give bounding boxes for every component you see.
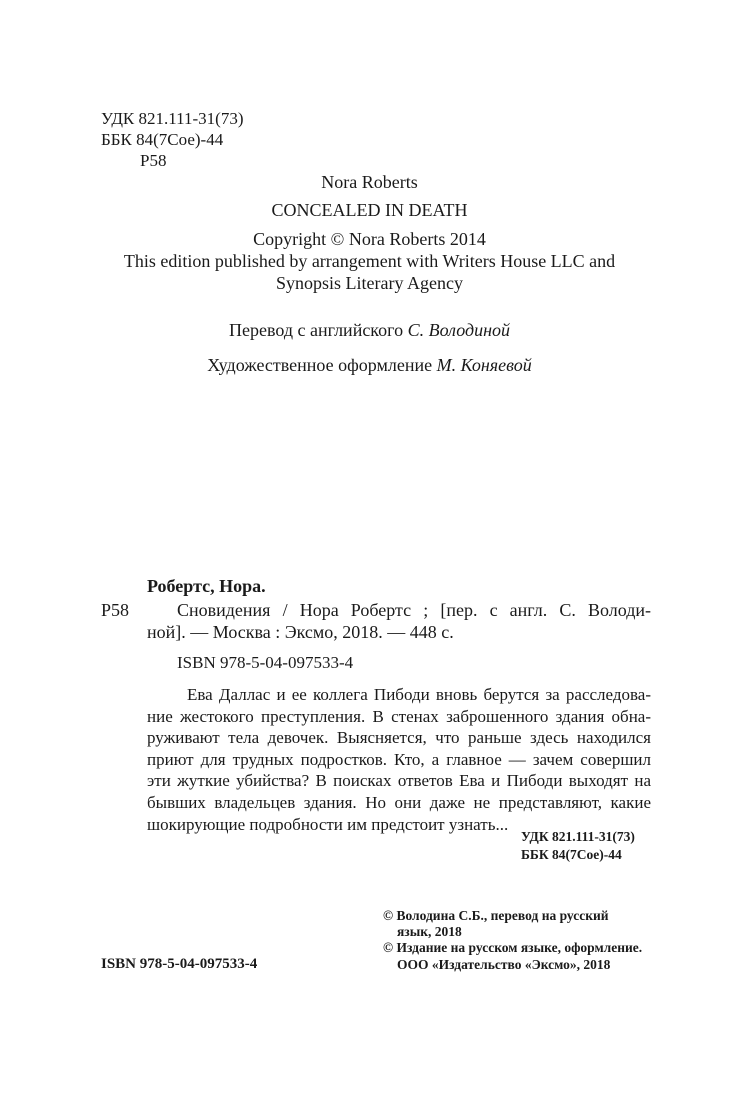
translator-name: С. Володиной <box>407 320 510 340</box>
catalog-entry-line-1: Сновидения / Нора Робертс ; [пер. с англ. С. Володи- <box>177 600 651 620</box>
catalog-entry-line-2: ной]. — Москва : Эксмо, 2018. — 448 с. <box>147 622 454 642</box>
original-title: CONCEALED IN DEATH <box>271 200 468 220</box>
annotation-line: эти жуткие убийства? В поисках ответов Ева и Пибоди выходят на <box>147 771 651 791</box>
catalog-isbn: ISBN 978-5-04-097533-4 <box>177 653 354 672</box>
translation-credit <box>0 318 739 342</box>
edition-line-2: Synopsis Literary Agency <box>276 273 463 293</box>
annotation-line: руживают тела девочек. Выясняется, что раньше здесь находился <box>147 728 651 748</box>
catalog-mark: Р58 <box>101 600 130 620</box>
design-prefix: Художественное оформление <box>207 355 433 375</box>
annotation-line: Ева Даллас и ее коллега Пибоди вновь берутся за расследова- <box>187 685 651 704</box>
annotation-line: бывших владельцев здания. Но они даже не представляют, какие <box>147 792 651 812</box>
translation-prefix: Перевод с английского <box>229 320 404 340</box>
original-author: Nora Roberts <box>321 172 418 192</box>
annotation-line: шокирующие подробности им предстоит узнать... <box>147 814 509 834</box>
annotation-line: ние жестокого преступления. В стенах заброшенного здания обна- <box>147 706 651 726</box>
designer-name: М. Коняевой <box>436 355 532 375</box>
copyright-edition-line-1: © Издание на русском языке, оформление. <box>383 940 643 955</box>
top-bbk: ББК 84(7Сое)-44 <box>101 130 224 149</box>
catalog-udk: УДК 821.111-31(73) <box>521 829 635 844</box>
copyright-edition-line-2: ООО «Издательство «Эксмо», 2018 <box>397 957 611 972</box>
annotation <box>147 684 651 835</box>
rights-isbn: ISBN 978-5-04-097533-4 <box>101 956 258 972</box>
top-author-mark: Р58 <box>140 151 167 170</box>
design-credit <box>0 353 739 377</box>
annotation-line: приют для трудных подростков. Кто, а главное — зачем совершил <box>147 749 651 769</box>
copyright-translation-line-1: © Володина С.Б., перевод на русский <box>383 908 609 923</box>
catalog-heading: Робертс, Нора. <box>147 576 266 596</box>
edition-line-1: This edition published by arrangement with Writers House LLC and <box>123 251 616 271</box>
catalog-bbk: ББК 84(7Сое)-44 <box>521 847 622 862</box>
top-udk: УДК 821.111-31(73) <box>101 109 244 128</box>
copyright-translation-line-2: язык, 2018 <box>397 924 462 939</box>
copyright-line: Copyright © Nora Roberts 2014 <box>253 229 486 249</box>
